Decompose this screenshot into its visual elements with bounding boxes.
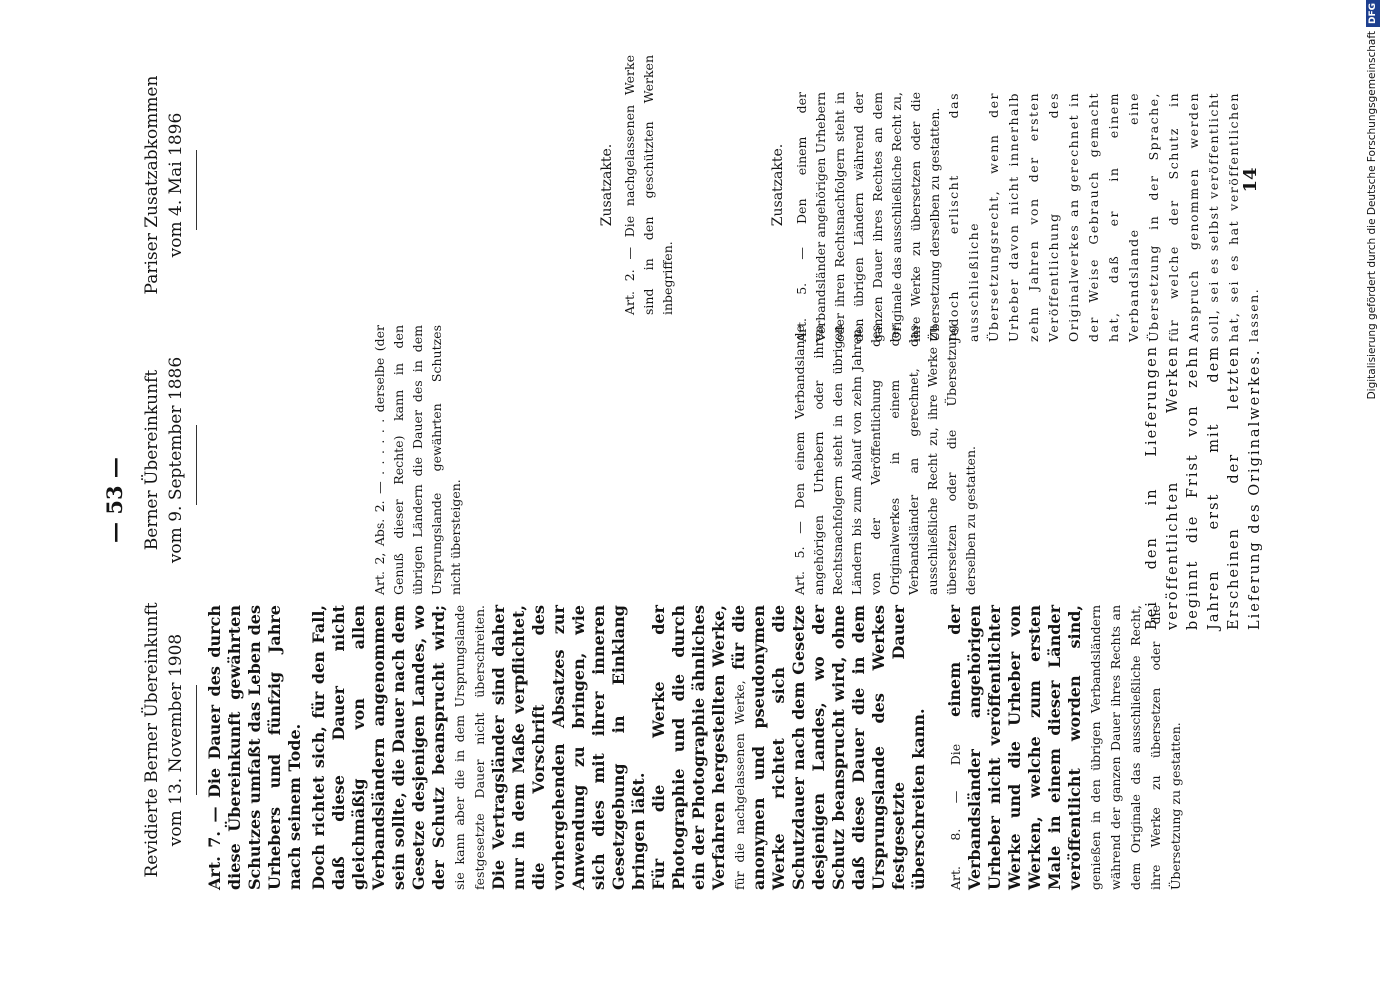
dfg-logo: DFG xyxy=(1366,0,1380,27)
die-bold: Die Vertragsländer sind daher nur in dem Maße verpflichtet, die Vorschrift des vorhergehenden Absatzes zur Anwendung zu bringen, wie sich dies mit ihrer inneren Gesetzgebung in Einklang bringen läßt. xyxy=(489,605,648,890)
zusatzakte2-text2: Jedoch erlischt das ausschließliche Übersetzungsrecht, wenn der Urheber davon nicht innerhalb zehn Jahren von der ersten Veröffentlichung des Originalwerkes an gerechnet in der Weise Gebrauch gemacht hat, daß er in einem Verbandslande eine Übersetzung in der Sprache, für welche der Schutz in Anspruch genommen werden soll, sei es selbst veröffentlicht hat, sei es hat veröffentlichen lassen. xyxy=(946,92,1261,342)
art8-light: Art. 8. — Die xyxy=(948,743,963,890)
zusatzakte2-text1: Art. 5. — Den einem der Verbandsländer angehörigen Urhebern oder ihren Rechtsnachfolgern steht in den übrigen Ländern während der ganzen Dauer ihres Rechtes an dem Originale das ausschließliche Recht zu, ihre Werke zu übersetzen oder die Übersetzung derselben zu gestatten. xyxy=(794,92,942,342)
secondary-page-number: 14 xyxy=(1240,167,1261,193)
digitization-stamp-text xyxy=(1360,0,1383,1000)
header-rule xyxy=(196,685,197,795)
art8-light2: genießen in den übrigen Verbandsländern während der ganzen Dauer ihres Rechts an dem Originale das ausschließliche Recht, ihre Werke zu übersetzen oder die Übersetzung zu gestatten. xyxy=(1088,605,1183,890)
berner-art5: Art. 5. — Den einem Verbandslande angehörigen Urhebern oder ihren Rechtsnachfolgern steht in den übrigen Ländern bis zum Ablauf von zehn Jahren, von der Veröffentlichung des Originalwerkes in einem der Verbandsländer an gerechnet, das ausschließliche Recht zu, ihre Werke zu übersetzen oder die Übersetzung derselben zu gestatten. xyxy=(792,325,978,595)
header-rule xyxy=(196,425,197,505)
header-berner: Berner Übereinkunft vom 9. September 1886 xyxy=(142,356,186,564)
doch-light: sie kann aber die in dem Ursprungslande festgesetzte Dauer nicht überschreiten. xyxy=(452,605,487,890)
zusatzakte2-title: Zusatzakte. xyxy=(770,143,786,227)
art8-paragraph xyxy=(945,605,1185,890)
digitization-stamp xyxy=(1360,0,1383,1000)
header-pariser: Pariser Zusatzabkommen vom 4. Mai 1896 xyxy=(142,75,186,295)
doch-bold: Doch richtet sich, für den Fall, daß diese Dauer nicht gleichmäßig von allen Verbandsländern angenommen sein sollte, die Dauer nach dem Gesetze desjenigen Landes, wo der Schutz beansprucht wird; xyxy=(309,605,448,890)
art8-bold: einem der Verbandsländer angehörigen Urheber nicht veröffentlichter Werke und die Urheber von Werken, welche zum ersten Male in einem dieser Länder veröffentlicht worden sind, xyxy=(945,605,1084,890)
header-rule xyxy=(196,150,197,230)
fuer-light: für die nachgelassenen Werke, xyxy=(732,680,747,890)
berner-art2: Art. 2, Abs. 2. — . . . . . . derselbe (der Genuß dieser Rechte) kann in den übrigen Ländern die Dauer des in dem Ursprungslande gewährten Schutzes nicht übersteigen. xyxy=(372,325,463,595)
header-revidierte: Revidierte Berner Übereinkunft vom 13. November 1908 xyxy=(142,602,186,878)
fuer-bold: Für die Werke der Photographie und die durch ein der Photographie ähnliches Verfahren hergestellten Werke, xyxy=(649,605,728,890)
zusatzakte1-title: Zusatzakte. xyxy=(599,143,615,227)
digitization-note: Digitalisierung gefördert durch die Deutsche Forschungsgemeinschaft xyxy=(1366,31,1378,400)
page-number: — 53 — xyxy=(102,457,127,543)
zusatzakte2-column xyxy=(792,92,1264,342)
zusatzakte1-text: Art. 2. — Die nachgelassenen Werke sind in den geschützten Werken inbegriffen. xyxy=(622,55,675,315)
berner-lieferungen: Bei den in Lieferungen veröffentlichten Werken beginnt die Frist von zehn Jahren erst mit dem Erscheinen der letzten Lieferung des Originalwerkes. xyxy=(1144,345,1263,630)
art7-text: Art. 7. — Die Dauer des durch diese Übereinkunft gewährten Schutzes umfaßt das Leben des Urhebers und fünfzig Jahre nach seinem Tode. xyxy=(205,605,304,890)
doch-paragraph xyxy=(309,605,649,890)
fuer-bold2: für die anonymen und pseudonymen Werke richtet sich die Schutzdauer nach dem Gesetze desjenigen Landes, wo der Schutz beansprucht wird, ohne daß diese Dauer die in dem Ursprungslande des Werkes festgesetzte Dauer überschreiten kann. xyxy=(729,604,928,890)
revidierte-column xyxy=(205,605,1185,890)
fuer-paragraph xyxy=(649,605,929,890)
